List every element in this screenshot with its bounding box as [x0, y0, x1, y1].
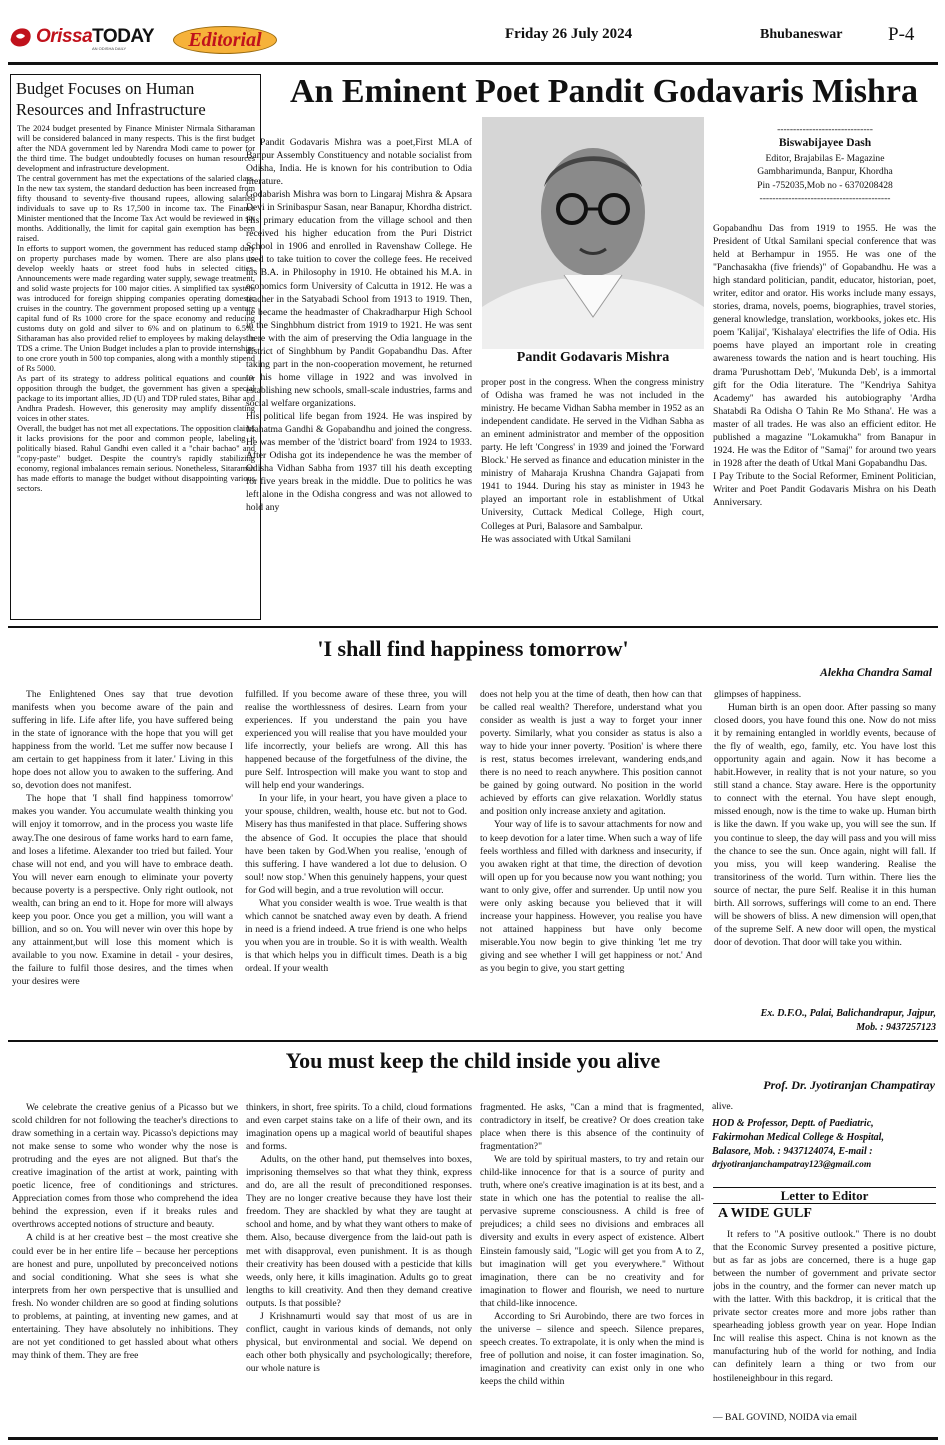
- author-info-line: Balasore, Mob. : 9437124074, E-mail :: [712, 1146, 873, 1157]
- child-paragraph: We are told by spiritual masters, to try and retain our child-like innocence for that is a source of purity and truth, where one's creative imagination is at its best, and a state in which one has the potential to realise the all-pervasive supreme consciousness. A child is free of prejudices; a child sees no divisions and embraces all diversity and exults in every aspect of existence. Albert Einstein famously said, "Logic will get you from A to Z, but imagination will get you everywhere." Without imagination, there can be no creativity and for imagination to flower and flourish, we need to nurture that child-like innocence.: [480, 1154, 704, 1309]
- author-email[interactable]: drjyotiranjanchampatray123@gmail.com: [712, 1160, 872, 1170]
- poet-paragraph: Pandit Godavaris Mishra was a poet,First MLA of Banpur Assembly Constituency and notable socialist from Odisha, India. He is known for his contribution to Odia literature.: [246, 137, 472, 188]
- byline-name: Biswabijayee Dash: [778, 137, 872, 150]
- child-paragraph: We celebrate the creative genius of a Picasso but we scold children for not following the teacher's directions to draw something in a certain way. Picasso's depictions may not make sense to some who wonder why the nose is protruding and the eyes are not aligned. But that's the creative imagination of the artist at work, painting with poetic licence, free of conditionings and strictures. Appreciation comes from those who comprehend the idea behind the expression, even if it breaks rules and overthrows accepted notions of structure and beauty.: [12, 1102, 238, 1231]
- edition-city: Bhubaneswar: [760, 27, 843, 42]
- happiness-paragraph: What you consider wealth is woe. True wealth is that which cannot be snatched away even by death. A friend in need is a friend indeed. A true friend is one who helps you when you are in trouble. So it is with wealth. Wealth is that which helps you in difficult times. Death is a big ordeal. If your wealth: [245, 897, 467, 974]
- page-number: P-4: [888, 24, 915, 45]
- poet-paragraph: His political life began from 1924. He was inspired by Mahatma Gandhi & Gopabandhu and joined the congress. He was member of the 'district board' from 1924 to 1933. After Odisha got its independence he was the member of Odisha Vidhan Sabha from 1937 till his death excepting for five years break in the middle. Due to politics he was left alone in the Odisha congress and was not allowed to hold any: [246, 410, 472, 514]
- budget-paragraph: The 2024 budget presented by Finance Minister Nirmala Sitharaman will be considered balanced in many respects. This is the first budget after the NDA government led by Narendra Modi came to power for the third time. The budget undoubtedly focuses on human resources development and infrastructure development.: [17, 124, 255, 173]
- byline-divider: ------------------------------: [777, 124, 873, 135]
- child-column-1: [12, 1101, 238, 1437]
- poet-column-3: [713, 222, 936, 610]
- poet-paragraph: I Pay Tribute to the Social Reformer, Eminent Politician, Writer and Poet Pandit Godavaris Mishra on his Death Anniversary.: [713, 470, 936, 508]
- poet-paragraph: He was associated with Utkal Samilani: [481, 533, 632, 545]
- happiness-paragraph: The Enlightened Ones say that true devotion manifests when you become aware of the pain and suffering in life. Life after life, you have suffered being in the state of ignorance with the hope that you will get happiness from the world. 'Let me suffer now because I am certain to get happiness from it later.' Living in this hope does not allow you to awaken to the suffering. And so, devotion does not manifest.: [12, 689, 233, 792]
- child-paragraph: thinkers, in short, free spirits. To a child, cloud formations and even carpet stains take on a life of their own, and its imagination opens up a magical world of beautiful shapes and forms.: [246, 1102, 472, 1153]
- letter-section-header: Letter to Editor: [713, 1187, 936, 1204]
- happiness-column-3: [480, 688, 702, 1032]
- byline-divider: -----------------------------------------: [759, 192, 891, 204]
- happiness-column-4: [714, 688, 936, 1006]
- child-column-2: [246, 1101, 472, 1437]
- child-headline: You must keep the child inside you alive: [285, 1048, 661, 1073]
- budget-paragraph: Overall, the budget has not met all expectations. The opposition claims it lacks provisions for the poor and common people, labeling it politically biased. Rahul Gandhi even called it a "chair bachao" and "copy-paste" budget. Despite the country's rapidly stabilizing economy, regional imbalances remain serious. Nonetheless, Sitaraman has made efforts to manage the budget without disappointing various sectors.: [17, 424, 255, 493]
- child-paragraph: According to Sri Aurobindo, there are two forces in the universe – silence and speech. Silence prepares, speech creates. To extrapolate, it is only when the mind is free of pollution and noise, it can foster imagination. So, imagination and creativity can exist only in one who keeps the child within: [480, 1310, 704, 1387]
- happiness-paragraph: In your life, in your heart, you have given a place to your spouse, children, wealth, house etc. but not to God. Misery has thus manifested in that place. Suffering shows the absence of God. It occupies the place that should have been taken by God.When you realise, 'enough of this suffering. I have wandered a lot due to delusion. O soul! now stop.' When this genuinely happens, your quest for God will begin, and a true revolution will occur.: [245, 793, 467, 896]
- child-author-info: [712, 1117, 938, 1172]
- happiness-paragraph: Your way of life is to savour attachments for now and to keep devotion for a later time. When such a way of life feels worthless and filled with darkness and insecurity, if you awaken right at that time, the direction of devotion will open up for you because now you want nothing; you want to only give, offer and surrender. Up until now you were only asking because you believed that it will increase your happiness. However, you realise you have not attained happiness but have only become miserable.You now begin to give thinking 'let me try giving and see whether I will get happiness or not.' And as you begin to give, you start getting: [480, 819, 702, 974]
- issue-date: Friday 26 July 2024: [505, 26, 633, 42]
- brand-tagline: AN ODISHA DAILY: [92, 46, 127, 51]
- letter-signature: — BAL GOVIND, NOIDA via email: [713, 1412, 858, 1423]
- letter-body: [713, 1228, 936, 1411]
- happiness-author: Alekha Chandra Samal: [820, 667, 932, 679]
- letter-title: A WIDE GULF: [718, 1206, 812, 1221]
- happiness-paragraph: does not help you at the time of death, then how can that be called real wealth? Therefore, understand what you consider as wealth is just a way to forget your inner poverty. Similarly, what you consider as status is also a way to hide your inner poverty. 'Position' is where there is rest, status becomes irrelevant, wandering ends,and there is no need to reach anywhere. This position cannot be gained by going outward. No position in the world achieved by efforts can give relaxation. Worldly status and position only increase anxiety and agitation.: [480, 689, 702, 818]
- budget-paragraph: The central government has met the expectations of the salaried class. In the new tax system, the standard deduction has been increased from fifty thousand to seventy-five thousand rupees, allowing salaried individuals to save up to Rs 17,500 in income tax. The Finance Minister mentioned that the Income Tax Act would be reviewed in six months. Additionally, the limit for capital gain exemption has been raised.: [17, 174, 255, 243]
- masthead-logo[interactable]: [8, 22, 168, 52]
- odisha-map-icon: [8, 24, 34, 50]
- poet-headline: An Eminent Poet Pandit Godavaris Mishra: [289, 73, 919, 110]
- budget-paragraph: In efforts to support women, the government has reduced stamp duty on property purchases made by women. There are also plans to develop weekly haats or street food hubs in selected cities. Announcements were made regarding water supply, sewage treatment, and solid waste projects for 100 major cities. A simplified tax system was introduced for foreign shipping companies operating domestic cruises in the country. The government proposed setting up a venture capital fund of Rs 1000 crore for the space economy and reducing customs duty on gold and silver to 6% and on platinum to 6.5%. Sitharaman has also provided relief to employees by making delays in TDS a crime. The Union Budget includes a plan to provide internships to one crore youth in 500 top companies, along with a monthly stipend of Rs 5000.: [17, 244, 255, 373]
- budget-paragraph: As part of its strategy to address political equations and counter opposition through the budget, the government has given a special package to its important allies, JD (U) and TDP ruled states, Bihar and Andhra Pradesh. However, this generosity may amplify dissenting voices in other states.: [17, 374, 255, 423]
- byline-address: Gambharimunda, Banpur, Khordha: [757, 166, 893, 178]
- poet-paragraph: proper post in the congress. When the congress ministry of Odisha was framed he was not included in the ministry. He became Vidhan Sabha member in 1952 as an independent candidate. He served in the Vidhan Sabha as an eminent administrator and member of the opposition party. He left 'Congress' in 1939 and joined the 'Forward Block.' He served as finance and education minister in the ministry of Maharaja Krushna Chandra Gajapati from 1941 to 1944. During his stay as minister in 1943 he played an important role in establishment of Utkal University, Cuttack Medical College, High court, Colleges at Puri, Balasore and Sambalpur.: [481, 377, 704, 532]
- poet-byline: [714, 123, 936, 205]
- poet-paragraph: Godabarish Mishra was born to Lingaraj Mishra & Apsara Devi in Srinibaspur Sasan, near Banapur, Khordha district. His primary education from the village school and then received his higher education from the Puri District School in 1906 and enrolled in Ravenshaw College. He used to take tuition to cover the college fees. He received his B.A. in Philosophy in 1910. He obtained his M.A. in economics form University of Calcutta in 1912. He was a teacher in the Satyabadi School from 1913 to 1919. Then, he became the headmaster of Chakradharpur High School in the Singhbhum district from 1919 to 1921. He was sent there with the aim of preserving the Odia language in the district of Singhbhum by Pandit Gopabandhu Das. After taking part in the non-cooperation movement, he returned to his home village in 1922 and was involved in establishing new schools, small-scale industries, farms and social welfare organizations.: [246, 189, 472, 409]
- child-column-3: [480, 1101, 704, 1437]
- happiness-column-1: [12, 688, 233, 1032]
- poet-column-2: [481, 376, 704, 610]
- budget-body: [17, 124, 255, 618]
- child-paragraph: Adults, on the other hand, put themselves into boxes, imprisoning themselves so that what they think, express and do, are all the result of preconditioned responses. They are no longer creative because they have lost their freedom. They are shackled by what they are taught at school and home, and by what they want others to make of them. Also, because divergence from the laid-out path is met with disapproval, even punishment. It is as though their creativity has been doused with a pesticide that kills weeds, only here, it kills imagination. Adults go to great lengths to kill creativity. And then they demand creative outputs. Is that possible?: [246, 1154, 472, 1309]
- signoff-line: Ex. D.F.O., Palai, Balichandrapur, Jajpur,: [760, 1008, 936, 1019]
- letter-paragraph: It refers to "A positive outlook." There is no doubt that the Economic Survey presented a positive picture, but as far as jobs are concerned, there is a huge gap between the number of government and private sector jobs in the country, and the former can never match up with the latter. With this backdrop, it is critical that the private sector creates more and more jobs rather than spearheading jobless growth year on year. Hope Indian Inc will realise this aspect. China is not known as the manufacturing hub of the world for nothing, and India can definitely learn a thing or two from our hostileneighbour in this regard.: [713, 1229, 936, 1384]
- happiness-headline: 'I shall find happiness tomorrow': [317, 636, 629, 661]
- author-info-line: Fakirmohan Medical College & Hospital,: [712, 1132, 884, 1143]
- brand-name: OrissaTODAY: [36, 26, 155, 47]
- budget-title: Budget Focuses on Human Resources and Infrastructure: [16, 79, 206, 120]
- footer-rule: [8, 1437, 938, 1440]
- happiness-column-2: [245, 688, 467, 1032]
- child-paragraph: J Krishnamurti would say that most of us are in conflict, caught in various kinds of demands, not only physical, but environmental and social. We depend on each other both physically and psychologically; therefore, our whole nature is: [246, 1310, 472, 1374]
- child-author: Prof. Dr. Jyotiranjan Champatiray: [763, 1078, 935, 1092]
- happiness-paragraph: glimpses of happiness.: [714, 689, 802, 700]
- child-paragraph: fragmented. He asks, "Can a mind that is fragmented, contradictory in itself, be creative? Or does creation take place when there is this absence of the continuity of fragmentation?": [480, 1102, 704, 1153]
- byline-contact: Pin -752035,Mob no - 6370208428: [757, 179, 893, 191]
- happiness-paragraph: fulfilled. If you become aware of these three, you will realise the worthlessness of desires. Learn from your experiences. If you understand the pain you have experienced you will realise that you have moulded your life incorrectly, your beliefs are wrong. All this has happened because of the forgetfulness of the divine, the pure Self. Introspection will make you want to stop and will help end your wanderings.: [245, 689, 467, 792]
- author-info-line: HOD & Professor, Deptt. of Paediatric,: [712, 1118, 874, 1129]
- poet-photo: [482, 117, 704, 349]
- section-rule: [8, 1040, 938, 1042]
- happiness-paragraph: The hope that 'I shall find happiness tomorrow' makes you wander. You accumulate wealth thinking you will enjoy it tomorrow, and in the process you waste life away.The one desirous of fame works hard to earn fame, and loses a lifetime. Alexander too tried but failed. Your chase will not end, and you will have to embrace death. You will never earn enough to eliminate your poverty because poverty is a perspective. Only right outlook, not wealth, can bring an end to it. Hope for more will always keep you poor. Once you get a million, you will want a billion, and so on. You will never win over this hope by any attainment,but will lose this moment which is available to you now. Examine in detail - your desires, the failure to fulfil those desires, and the times when your desires were: [12, 793, 233, 988]
- photo-caption: Pandit Godavaris Mishra: [516, 350, 670, 365]
- happiness-signoff: [714, 1007, 936, 1034]
- child-paragraph: A child is at her creative best – the most creative she could ever be in her entire life – because her perceptions are honest and pure, unpolluted by preconceived notions and social conditioning. What she sees is what she interprets from her own perspective that is unsullied and fresh. No wonder children are so good at finding solutions to problems, at painting, at inventing new games, and at entertaining. They have absolutely no inhibitions. They are not yet conditioned to get hassled about what others may think of them. They are free: [12, 1232, 238, 1361]
- section-rule: [8, 626, 938, 628]
- masthead-rule: [8, 62, 938, 65]
- signoff-line: Mob. : 9437257123: [856, 1021, 936, 1033]
- poet-paragraph: Gopabandhu Das from 1919 to 1955. He was the President of Utkal Samilani special conference that was held at Berhampur in 1955. He was one of the "Panchasakha (five friends)" of Gopabandhu. He was a high standard politician, pandit, educator, historian, poet, writer, editor and orator. His works include many essays, stories, drama, novels, poems, biographies, travel stories, general knowledge, translation, workbooks, jokes etc. His poem 'Kalijai', 'Kishalaya' electrifies the life of Odia. His poems have played an important role in creating awareness towards the nation and is heart touching. His drama 'Purushottam Deb', 'Mukunda Deb', is a immortal gift for the Odia literature. The "Kendriya Sahitya Academy" has awarded his autobiography 'Ardha Shatabdi Ra Odisha O Tahin Re Mo Sthana'. He was a master of all trades. He was also an efficient editor. He published a magazine "Lokamukha" from Banapur in 1924. He was the Editor of "Samaj" for around two years in 1928 after the death of Utkal Mani Gopabandhu Das.: [713, 223, 936, 469]
- happiness-paragraph: Human birth is an open door. After passing so many closed doors, you have found this one. Now do not miss it by remaining entangled in worldly events, because of the fly of wealth, ego, family, etc. You have lost this opportunity again and again. Now it has become a habit.However, in reality that is not your nature, so you still stand a chance. Stay aware. Here is the opportunity to connect with the eternal. You have slept enough, missed enough, now is the time to wake up. Human birth is like the dawn. If you wake up, you will see the sun. If you continue to sleep, the day will pass and you will miss the chance to see the sun. Once again, night will fall. If you miss, you will keep wandering. Realise the transitoriness of the world. Turn within. There lies the source of nectar, the pure Self. Realise it in this human birth. All sorrows, sufferings will come to an end. There will be showers of bliss. A new dimension will open,that of the supreme Self. A new door will open, the mystical door of devotion. That door will take you within.: [714, 702, 936, 948]
- section-badge: Editorial: [173, 26, 277, 54]
- poet-portrait-image: [482, 117, 704, 349]
- poet-column-1: [246, 136, 472, 610]
- byline-role: Editor, Brajabilas E- Magazine: [765, 153, 885, 165]
- child-tail: alive.: [712, 1101, 734, 1112]
